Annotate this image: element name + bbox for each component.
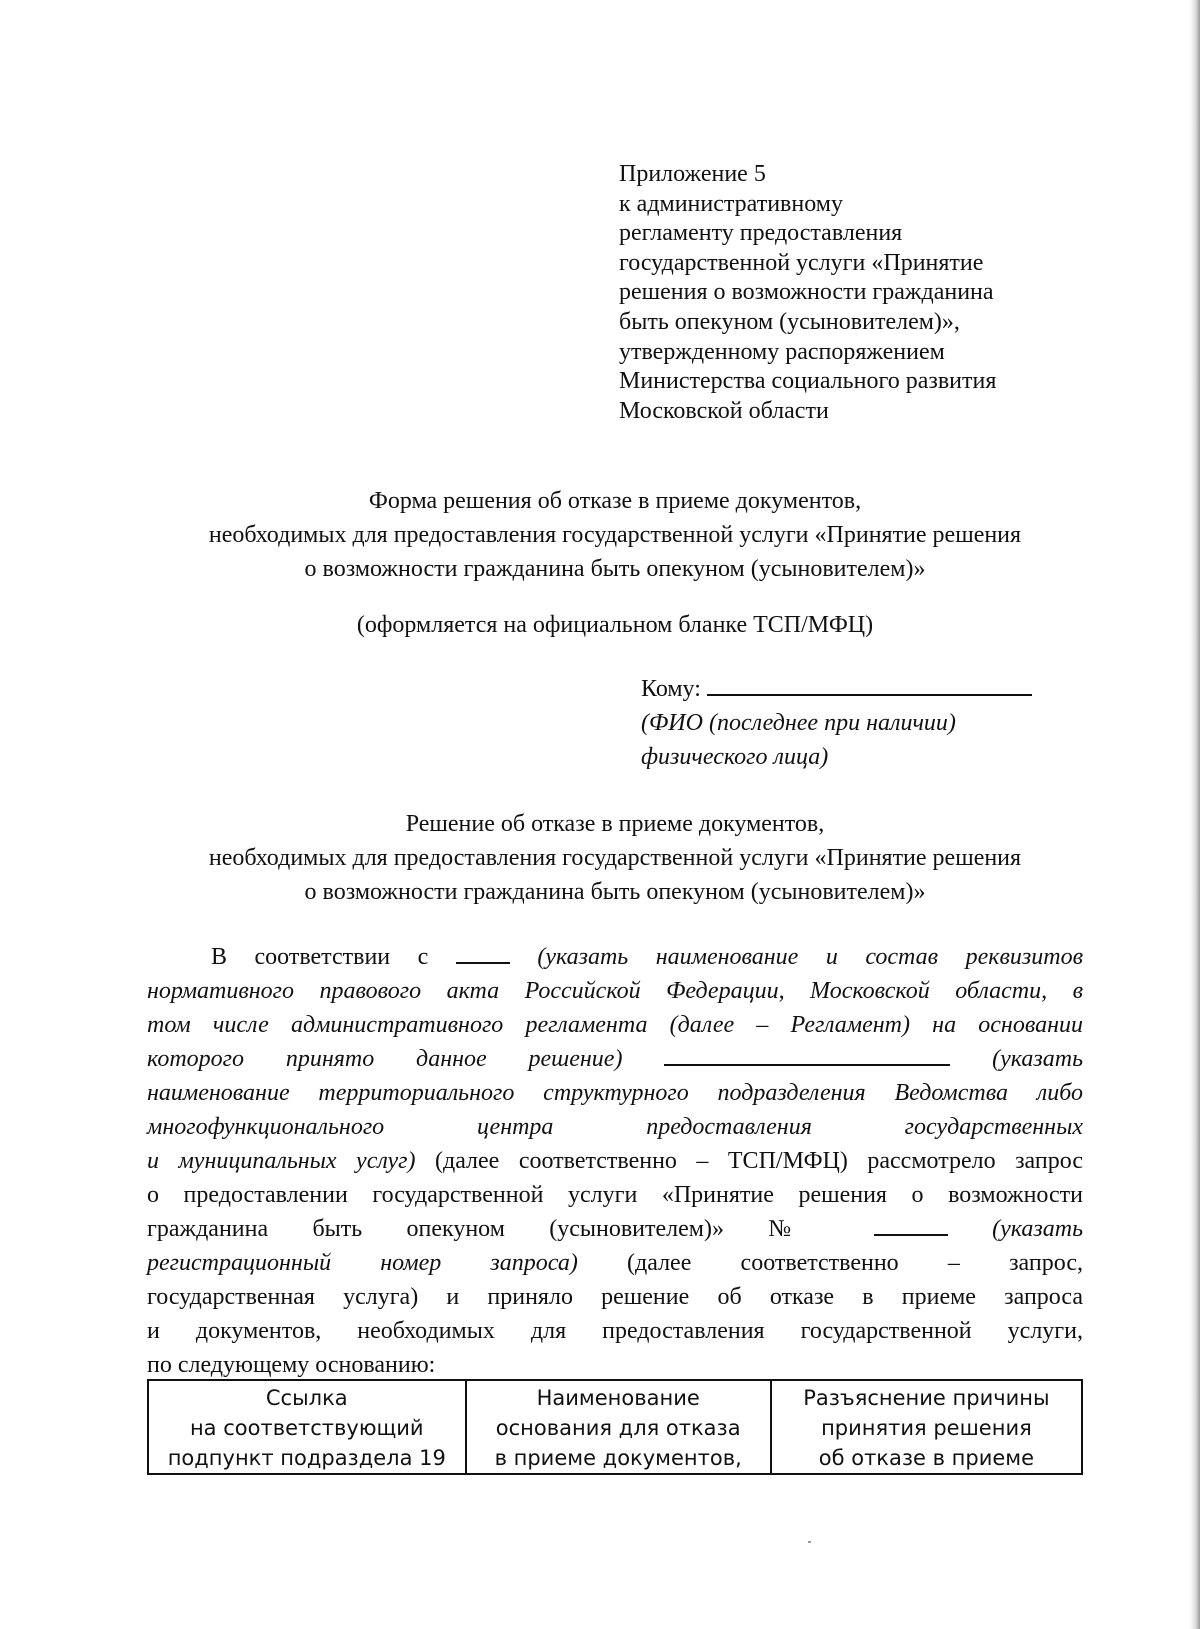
header-line: в приеме документов, [494,1446,742,1470]
table-header-cell [148,1380,466,1474]
annex-line: Приложение 5 [619,161,766,187]
body-text: (указать [992,1046,1084,1072]
table-header-row [148,1380,1082,1474]
scan-edge-shadow [1190,0,1200,1629]
form-title-line: Форма решения об отказе в приеме документов, [368,488,862,514]
header-line: Разъяснение причины [803,1386,1050,1410]
form-title [100,484,1130,586]
header-line: принятия решения [821,1416,1032,1440]
annex-line: Министерства социального развития [619,368,997,395]
body-line: том числе административного регламента (далее – Регламент) на основании [147,1012,1083,1038]
decision-title-line: о возможности гражданина быть опекуном (усыновителем)» [304,879,926,905]
annex-line: решения о возможности гражданина [619,279,994,306]
body-line [147,1212,1083,1246]
annex-line: Московской области [619,397,829,424]
body-text: регистрационный номер запроса) [147,1250,578,1276]
body-text: (указать [992,1216,1083,1242]
body-line: о предоставлении государственной услуги «Принятие решения о возможности [147,1182,1083,1208]
body-text: и муниципальных услуг) [147,1148,416,1174]
header-line: подпункт подраздела 19 [167,1446,446,1470]
decision-body [147,940,1083,1382]
annex-line: государственной услуги «Принятие [619,249,984,276]
body-text: (далее соответственно – запрос, [627,1250,1083,1276]
recipient-block [641,672,1032,774]
body-line: многофункционального центра предоставления государственных [147,1114,1083,1140]
blank-field[interactable] [874,1212,948,1236]
annex-header [619,160,1079,426]
form-title-line: необходимых для предоставления государственной услуги «Принятие решения [208,522,1022,548]
header-line: Ссылка [265,1386,348,1410]
annex-line: регламенту предоставления [619,220,903,247]
body-line [147,1144,1083,1178]
body-text: (указать наименование и состав реквизитов [537,944,1084,970]
body-line [147,1042,1083,1076]
blank-field[interactable] [456,940,510,964]
recipient-hint: физического лица) [641,744,829,770]
body-line [147,1246,1083,1280]
recipient-field-line[interactable] [707,674,1032,696]
recipient-row [641,672,1032,706]
reasons-table [147,1379,1083,1475]
body-text: В соответствии с [211,944,429,970]
header-line: основания для отказа [495,1416,741,1440]
annex-line: утвержденному распоряжением [619,338,945,365]
annex-line: к административному [619,190,843,217]
body-text: (далее соответственно – ТСП/МФЦ) рассмотрело запрос [434,1148,1083,1174]
decision-title-line: Решение об отказе в приеме документов, [405,811,825,837]
recipient-label: Кому: [641,676,701,702]
body-text: которого принято данное решение) [147,1046,623,1072]
header-line: об отказе в приеме [818,1446,1035,1470]
decision-title-line: необходимых для предоставления государственной услуги «Принятие решения [208,845,1022,871]
blank-note: (оформляется на официальном бланке ТСП/МФЦ) [356,612,874,638]
form-title-line: о возможности гражданина быть опекуном (усыновителем)» [304,556,926,582]
blank-field[interactable] [664,1042,950,1066]
body-line: нормативного правового акта Российской Федерации, Московской области, в [147,978,1083,1004]
table-header-cell [466,1380,771,1474]
table-header-cell [771,1380,1082,1474]
body-line: государственная услуга) и приняло решение об отказе в приеме запроса [147,1284,1083,1310]
body-line [147,940,1083,974]
body-line: и документов, необходимых для предоставления государственной услуги, [147,1318,1083,1344]
body-line: по следующему основанию: [147,1352,436,1378]
scan-speck [808,1541,811,1543]
decision-title [100,807,1130,909]
header-line: на соответствующий [189,1416,424,1440]
header-line: Наименование [536,1386,700,1410]
body-line: наименование территориального структурного подразделения Ведомства либо [147,1080,1083,1106]
annex-line: быть опекуном (усыновителем)», [619,308,960,335]
body-text: гражданина быть опекуном (усыновителем)» № [147,1216,830,1242]
recipient-hint: (ФИО (последнее при наличии) [641,710,956,736]
